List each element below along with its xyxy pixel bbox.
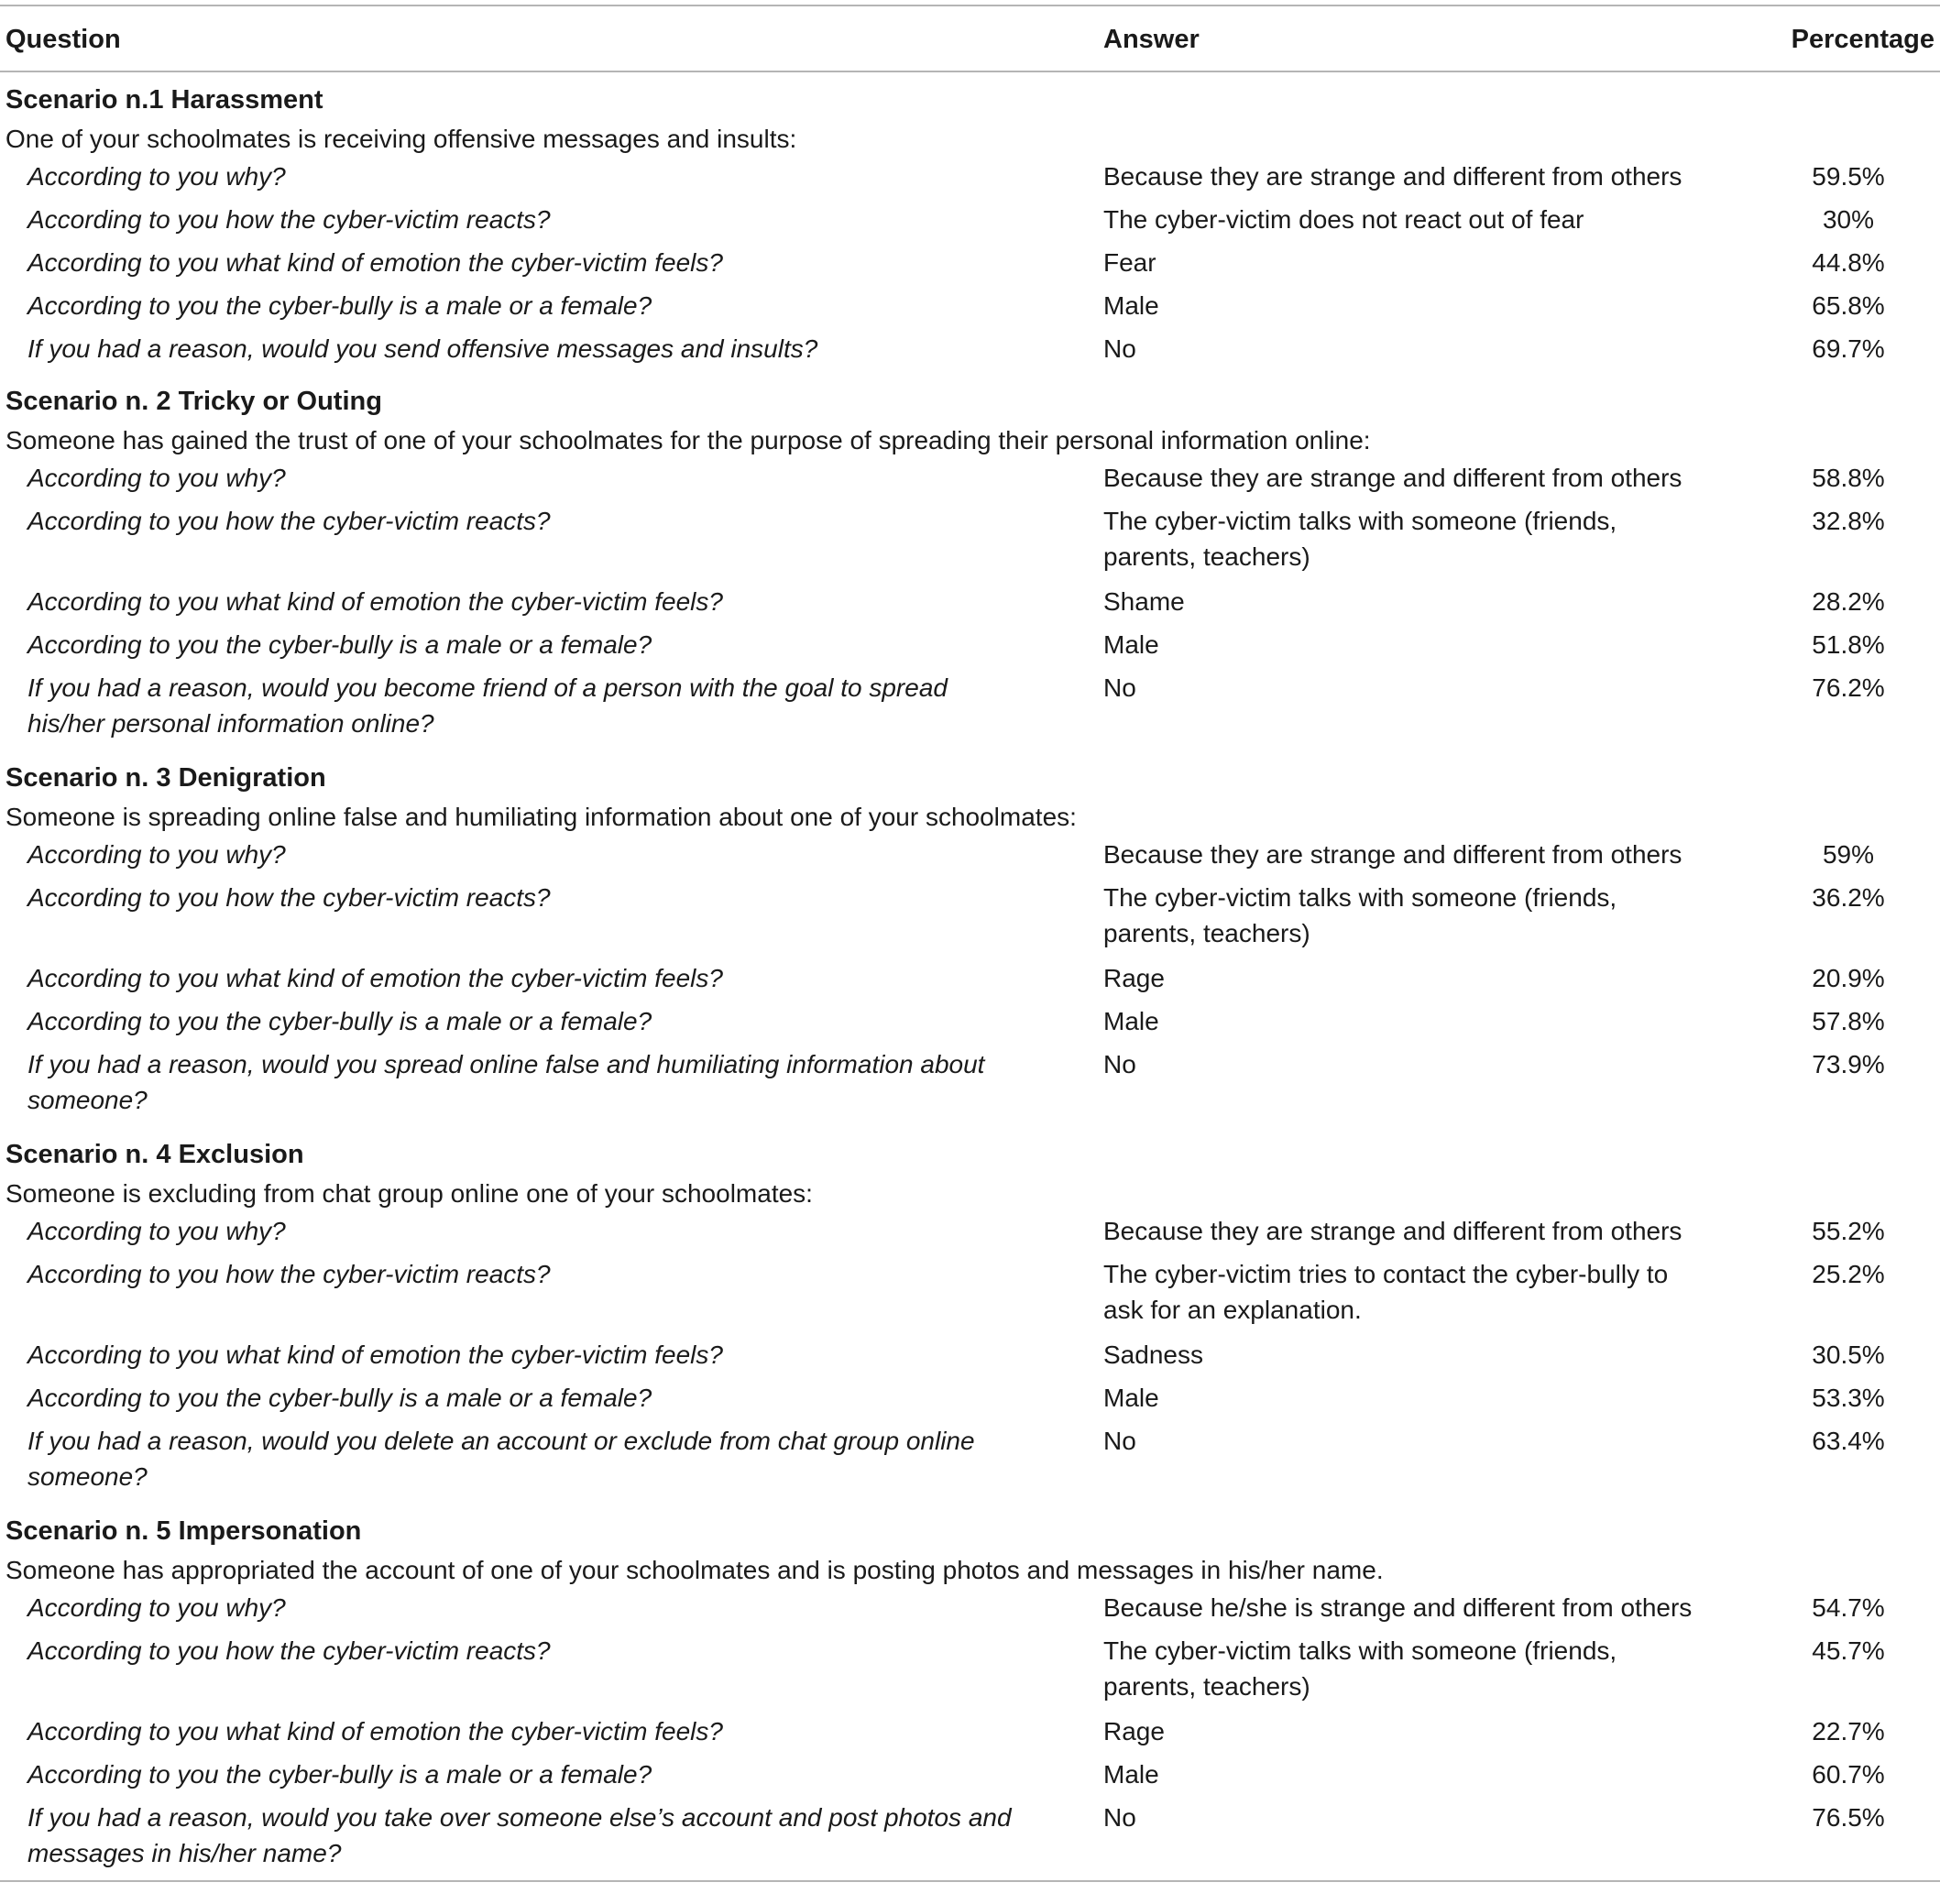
answer-cell: Fear <box>1103 248 1156 277</box>
table-bottom-rule <box>0 1880 1940 1882</box>
scenario-intro: One of your schoolmates is receiving offensive messages and insults: <box>5 125 797 153</box>
question-cell: According to you how the cyber-victim reacts? <box>27 883 551 912</box>
percentage-cell: 65.8% <box>1812 291 1885 320</box>
table-row <box>0 460 1940 503</box>
table-row <box>0 202 1940 245</box>
question-cell: According to you what kind of emotion the cyber-victim feels? <box>27 964 723 992</box>
question-cell: According to you why? <box>27 1593 286 1622</box>
percentage-cell: 36.2% <box>1812 883 1885 912</box>
table-row <box>0 880 1940 960</box>
table-row <box>0 1633 1940 1713</box>
percentage-cell: 58.8% <box>1812 464 1885 492</box>
question-cell: According to you why? <box>27 840 286 869</box>
question-cell: According to you the cyber-bully is a male or a female? <box>27 291 652 320</box>
answer-cell: No <box>1103 1803 1136 1832</box>
scenario-intro: Someone is excluding from chat group online one of your schoolmates: <box>5 1179 813 1208</box>
question-cell: According to you what kind of emotion the cyber-victim feels? <box>27 1340 723 1369</box>
percentage-cell: 28.2% <box>1812 587 1885 616</box>
table-row <box>0 331 1940 374</box>
table-row <box>0 1713 1940 1756</box>
answer-cell: The cyber-victim talks with someone (friends, parents, teachers) <box>1103 883 1617 947</box>
answer-cell: Male <box>1103 1384 1159 1412</box>
question-cell: If you had a reason, would you take over someone else’s account and post photos and messages in his/her name? <box>27 1803 1012 1867</box>
answer-cell: Male <box>1103 630 1159 659</box>
answer-cell: Sadness <box>1103 1340 1203 1369</box>
percentage-cell: 76.2% <box>1812 673 1885 702</box>
answer-cell: Because they are strange and different from others <box>1103 840 1682 869</box>
percentage-cell: 57.8% <box>1812 1007 1885 1035</box>
header-answer: Answer <box>1103 25 1200 54</box>
percentage-cell: 60.7% <box>1812 1760 1885 1789</box>
scenario-title: Scenario n. 2 Tricky or Outing <box>5 387 382 416</box>
table-row <box>0 1800 1940 1880</box>
scenario-title: Scenario n. 4 Exclusion <box>5 1140 304 1169</box>
table-row <box>0 503 1940 584</box>
table-row <box>0 1213 1940 1256</box>
table-row <box>0 1003 1940 1046</box>
scenario-title: Scenario n. 3 Denigration <box>5 763 326 793</box>
percentage-cell: 20.9% <box>1812 964 1885 992</box>
question-cell: According to you how the cyber-victim reacts? <box>27 205 551 234</box>
scenario-title: Scenario n. 5 Impersonation <box>5 1516 362 1546</box>
table-row <box>0 1046 1940 1127</box>
table-row <box>0 159 1940 202</box>
table-header <box>0 6 1940 72</box>
question-cell: If you had a reason, would you delete an account or exclude from chat group online someone? <box>27 1427 975 1491</box>
question-cell: According to you how the cyber-victim reacts? <box>27 1636 551 1665</box>
table-row <box>0 1423 1940 1504</box>
percentage-cell: 63.4% <box>1812 1427 1885 1455</box>
question-cell: According to you the cyber-bully is a male or a female? <box>27 1007 652 1035</box>
table-row <box>0 627 1940 670</box>
answer-cell: Male <box>1103 1007 1159 1035</box>
table-row <box>0 670 1940 750</box>
answer-cell: No <box>1103 1427 1136 1455</box>
answer-cell: Rage <box>1103 1717 1165 1745</box>
table-body <box>0 72 1940 1880</box>
question-cell: If you had a reason, would you become friend of a person with the goal to spread his/her personal information online? <box>27 673 948 738</box>
percentage-cell: 45.7% <box>1812 1636 1885 1665</box>
percentage-cell: 59.5% <box>1812 162 1885 191</box>
answer-cell: Because he/she is strange and different from others <box>1103 1593 1693 1622</box>
percentage-cell: 25.2% <box>1812 1260 1885 1288</box>
header-question: Question <box>5 25 121 54</box>
answer-cell: The cyber-victim tries to contact the cyber-bully to ask for an explanation. <box>1103 1260 1669 1324</box>
question-cell: According to you the cyber-bully is a male or a female? <box>27 630 652 659</box>
question-cell: If you had a reason, would you spread online false and humiliating information about someone? <box>27 1050 985 1114</box>
question-cell: According to you the cyber-bully is a male or a female? <box>27 1384 652 1412</box>
question-cell: According to you what kind of emotion the cyber-victim feels? <box>27 248 723 277</box>
answer-cell: Because they are strange and different from others <box>1103 162 1682 191</box>
percentage-cell: 32.8% <box>1812 507 1885 535</box>
percentage-cell: 76.5% <box>1812 1803 1885 1832</box>
header-percentage: Percentage <box>1791 25 1935 54</box>
question-cell: According to you why? <box>27 162 286 191</box>
table-row <box>0 1256 1940 1337</box>
question-cell: According to you how the cyber-victim reacts? <box>27 1260 551 1288</box>
answer-cell: The cyber-victim does not react out of fear <box>1103 205 1584 234</box>
table-row <box>0 1337 1940 1380</box>
percentage-cell: 55.2% <box>1812 1217 1885 1245</box>
percentage-cell: 53.3% <box>1812 1384 1885 1412</box>
answer-cell: Rage <box>1103 964 1165 992</box>
question-cell: According to you what kind of emotion the cyber-victim feels? <box>27 587 723 616</box>
question-cell: According to you what kind of emotion the cyber-victim feels? <box>27 1717 723 1745</box>
scenario-intro: Someone has appropriated the account of one of your schoolmates and is posting photos and messages in his/her name. <box>5 1556 1384 1584</box>
answer-cell: Shame <box>1103 587 1185 616</box>
percentage-cell: 54.7% <box>1812 1593 1885 1622</box>
percentage-cell: 30.5% <box>1812 1340 1885 1369</box>
scenario-intro: Someone is spreading online false and humiliating information about one of your schoolmates: <box>5 803 1077 831</box>
answer-cell: The cyber-victim talks with someone (friends, parents, teachers) <box>1103 1636 1617 1701</box>
answer-cell: Because they are strange and different from others <box>1103 1217 1682 1245</box>
answer-cell: No <box>1103 1050 1136 1078</box>
table-row <box>0 288 1940 331</box>
percentage-cell: 59% <box>1822 840 1875 869</box>
question-cell: If you had a reason, would you send offensive messages and insults? <box>27 334 818 363</box>
scenario-title: Scenario n.1 Harassment <box>5 85 323 115</box>
table-row <box>0 1590 1940 1633</box>
percentage-cell: 22.7% <box>1812 1717 1885 1745</box>
question-cell: According to you how the cyber-victim reacts? <box>27 507 551 535</box>
question-cell: According to you the cyber-bully is a male or a female? <box>27 1760 652 1789</box>
scenario-intro: Someone has gained the trust of one of your schoolmates for the purpose of spreading their personal information online: <box>5 426 1371 454</box>
survey-table <box>0 5 1940 1882</box>
table-row <box>0 1756 1940 1800</box>
question-cell: According to you why? <box>27 464 286 492</box>
table-row <box>0 245 1940 288</box>
percentage-cell: 73.9% <box>1812 1050 1885 1078</box>
answer-cell: Male <box>1103 1760 1159 1789</box>
answer-cell: Because they are strange and different from others <box>1103 464 1682 492</box>
table-row <box>0 960 1940 1003</box>
answer-cell: No <box>1103 673 1136 702</box>
answer-cell: No <box>1103 334 1136 363</box>
percentage-cell: 30% <box>1822 205 1875 234</box>
table-row <box>0 837 1940 880</box>
answer-cell: The cyber-victim talks with someone (friends, parents, teachers) <box>1103 507 1617 571</box>
percentage-cell: 44.8% <box>1812 248 1885 277</box>
percentage-cell: 51.8% <box>1812 630 1885 659</box>
answer-cell: Male <box>1103 291 1159 320</box>
table-row <box>0 1380 1940 1423</box>
table-row <box>0 584 1940 627</box>
question-cell: According to you why? <box>27 1217 286 1245</box>
percentage-cell: 69.7% <box>1812 334 1885 363</box>
